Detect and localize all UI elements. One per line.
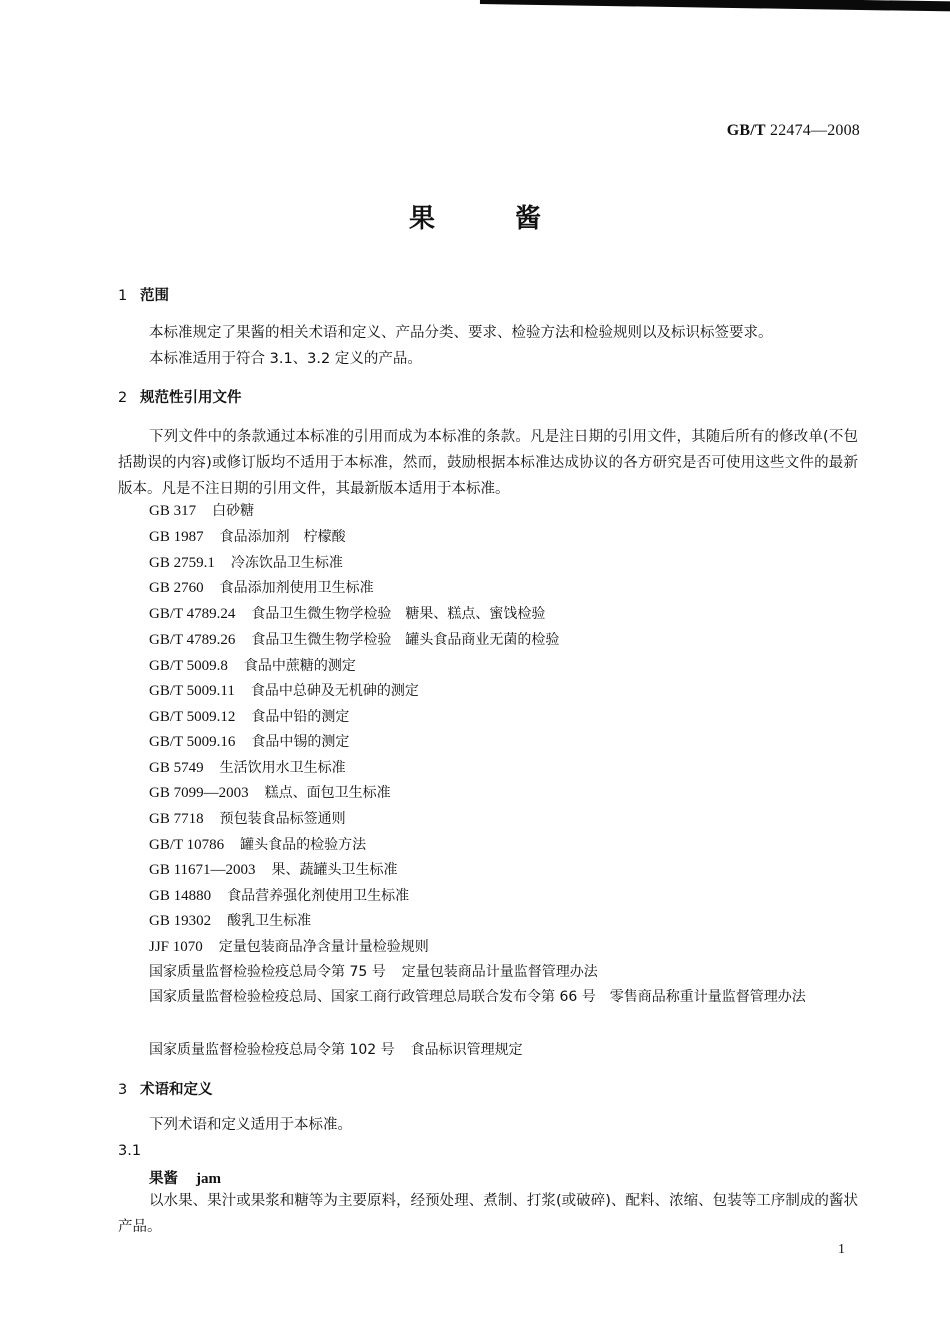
- reference-item: GB 11671—2003 果、蔬罐头卫生标准: [149, 862, 398, 878]
- reference-item: JJF 1070 定量包装商品净含量计量检验规则: [149, 939, 429, 955]
- references-intro: 下列文件中的条款通过本标准的引用而成为本标准的条款。凡是注日期的引用文件，其随后所有的修改单(不包括勘误的内容)或修订版均不适用于本标准，然而，鼓励根据本标准达成协议的各方研究是否可使用这些文件的最新版本。凡是不注日期的引用文件，其最新版本适用于本标准。: [118, 429, 858, 497]
- term-zh: 果酱: [149, 1171, 178, 1187]
- reference-item: GB 1987 食品添加剂 柠檬酸: [149, 529, 346, 545]
- section-heading-terms: 3 术语和定义: [118, 1082, 213, 1098]
- reference-item: GB/T 10786 罐头食品的检验方法: [149, 837, 367, 853]
- scan-edge-shadow: [480, 0, 950, 12]
- scope-paragraph-1: 本标准规定了果酱的相关术语和定义、产品分类、要求、检验方法和检验规则以及标识标签要求。: [149, 325, 773, 341]
- reference-item: GB 7099—2003 糕点、面包卫生标准: [149, 785, 391, 801]
- scope-paragraph-2: 本标准适用于符合 3.1、3.2 定义的产品。: [149, 351, 422, 367]
- reference-item: 国家质量监督检验检疫总局令第 102 号 食品标识管理规定: [149, 1042, 523, 1058]
- term-entry: [149, 1167, 221, 1188]
- reference-item: GB 5749 生活饮用水卫生标准: [149, 760, 346, 776]
- reference-item: 国家质量监督检验检疫总局令第 75 号 定量包装商品计量监督管理办法: [149, 964, 598, 980]
- section-heading-normative-references: 2 规范性引用文件: [118, 390, 242, 406]
- reference-item: GB 2759.1 冷冻饮品卫生标准: [149, 555, 343, 571]
- standard-prefix: GB/T: [726, 122, 766, 139]
- reference-item: GB/T 4789.24 食品卫生微生物学检验 糖果、糕点、蜜饯检验: [149, 606, 546, 622]
- term-definition: 以水果、果汁或果浆和糖等为主要原料，经预处理、煮制、打浆(或破碎)、配料、浓缩、包装等工序制成的酱状产品。: [118, 1193, 858, 1235]
- standard-number: 22474—2008: [770, 122, 860, 139]
- reference-item: GB 14880 食品营养强化剂使用卫生标准: [149, 888, 410, 904]
- title-char-2: 酱: [515, 204, 542, 234]
- standard-code: [727, 122, 860, 140]
- title-char-1: 果: [408, 204, 435, 234]
- section-heading-scope: 1 范围: [118, 288, 169, 304]
- reference-item: 国家质量监督检验检疫总局、国家工商行政管理总局联合发布令第 66 号 零售商品称重计量监督管理办法: [149, 989, 806, 1005]
- reference-item: GB/T 4789.26 食品卫生微生物学检验 罐头食品商业无菌的检验: [149, 632, 560, 648]
- reference-item: GB/T 5009.11 食品中总砷及无机砷的测定: [149, 683, 419, 699]
- reference-item: GB 317 白砂糖: [149, 503, 255, 519]
- clause-number: 3.1: [118, 1143, 142, 1159]
- term-en: jam: [196, 1171, 221, 1187]
- reference-item: GB 19302 酸乳卫生标准: [149, 913, 312, 929]
- reference-item: GB 7718 预包装食品标签通则: [149, 811, 346, 827]
- reference-item: GB/T 5009.16 食品中锡的测定: [149, 734, 350, 750]
- reference-item: GB/T 5009.12 食品中铅的测定: [149, 709, 350, 725]
- reference-item: GB/T 5009.8 食品中蔗糖的测定: [149, 658, 356, 674]
- reference-item: GB 2760 食品添加剂使用卫生标准: [149, 580, 374, 596]
- page-number: 1: [838, 1242, 845, 1257]
- document-title: [0, 198, 950, 235]
- terms-intro: 下列术语和定义适用于本标准。: [149, 1117, 352, 1133]
